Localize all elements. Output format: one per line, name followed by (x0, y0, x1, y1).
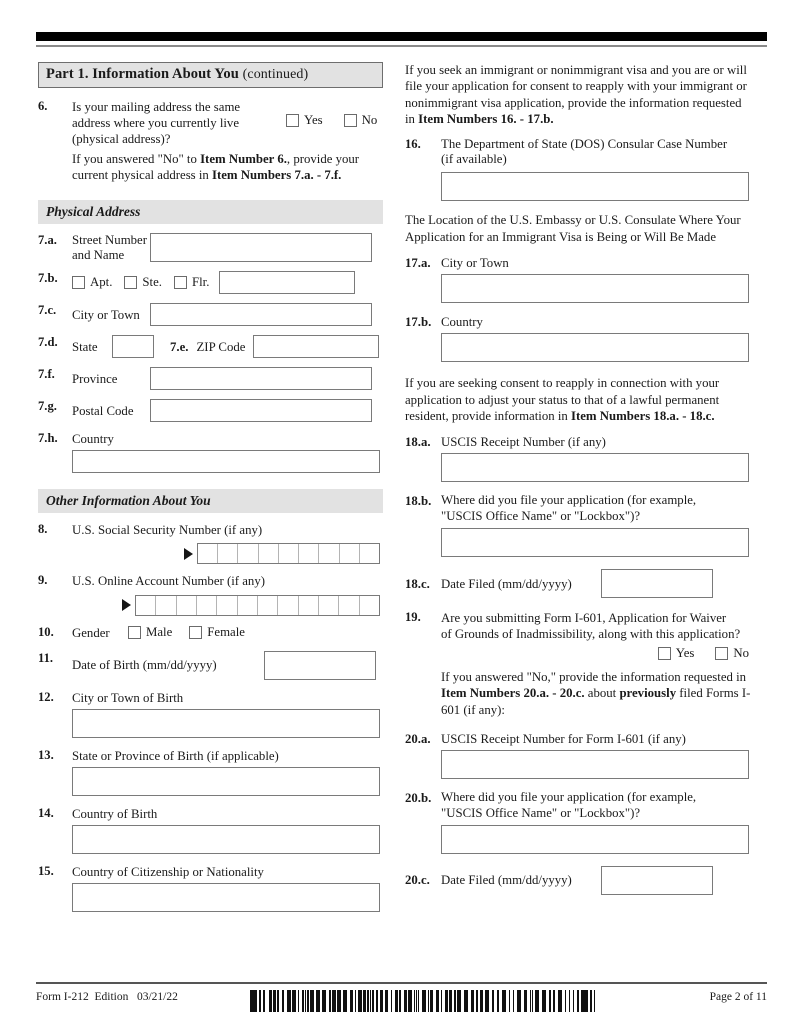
item-7a-label-line2: and Name (72, 247, 125, 262)
item-7d-state-input[interactable] (112, 335, 154, 358)
item-17a (405, 255, 753, 303)
item-18a-receipt-number-input[interactable] (441, 453, 749, 482)
part-1-header (38, 62, 383, 88)
aos-intro-paragraph (405, 375, 753, 424)
item-18c-number: 18.c. (405, 576, 430, 591)
item-10-female-checkbox[interactable] (189, 626, 202, 639)
item-18b (405, 493, 753, 557)
item-7b-apt-option[interactable] (72, 275, 112, 290)
item-6 (38, 99, 383, 147)
item-7d-label: State (72, 339, 98, 354)
item-15-number: 15. (38, 864, 54, 878)
item-11-dob-input[interactable] (264, 651, 376, 680)
item-7f-number: 7.f. (38, 367, 55, 382)
item-19-no-label: No (733, 646, 749, 661)
item-18b-filing-location-input[interactable] (441, 528, 749, 557)
item-6-instruction-prefix: If you answered "No" to (72, 152, 201, 167)
item-7g (38, 399, 383, 422)
item-6-question: Is your mailing address the same address where you currently live (physical address)? (72, 100, 241, 147)
item-7a-street-input[interactable] (150, 233, 372, 262)
footer-edition-label: Edition (94, 991, 129, 1003)
item-10-female-option[interactable] (189, 625, 245, 640)
embassy-location-heading: The Location of the U.S. Embassy or U.S. Consulate Where Your Application for an Immigrant Visa is Being or Will Be Made (405, 213, 741, 244)
item-16 (405, 137, 753, 202)
item-10-female-label: Female (207, 625, 245, 640)
item-18c-date-filed-input[interactable] (601, 569, 713, 598)
item-8-label: U.S. Social Security Number (if any) (72, 523, 263, 538)
item-7h (38, 431, 383, 473)
footer-rule (36, 982, 767, 984)
item-9-label: U.S. Online Account Number (if any) (72, 574, 265, 589)
item-12-label: City or Town of Birth (72, 690, 184, 705)
top-black-rule (36, 32, 767, 41)
item-19-no-checkbox[interactable] (715, 647, 728, 660)
item-11-label: Date of Birth (mm/dd/yyyy) (72, 658, 217, 673)
item-7c (38, 303, 383, 326)
item-7b-ste-option[interactable] (124, 275, 162, 290)
item-14-label: Country of Birth (72, 806, 158, 821)
item-7e-label: ZIP Code (196, 339, 246, 354)
item-9-arrow-icon (122, 599, 131, 611)
barcode (250, 990, 595, 1012)
item-6-instruction (38, 151, 383, 183)
item-14-number: 14. (38, 805, 54, 820)
item-12-city-of-birth-input[interactable] (72, 709, 380, 738)
item-17a-number: 17.a. (405, 255, 431, 270)
item-19-instruction-ref-2: previously (619, 686, 677, 701)
item-16-label-line2: (if available) (441, 152, 507, 167)
item-12 (38, 690, 383, 738)
item-7b-number: 7.b. (38, 271, 58, 286)
item-19-instruction-prefix: If you answered "No," provide the information requested in (441, 670, 747, 685)
visa-intro-text: If you seek an immigrant or nonimmigrant visa and you are or will file your application for consent to reapply with your immigrant or nonimmigrant visa application, provide the information requested in (405, 63, 747, 127)
item-19-no-option[interactable] (715, 646, 749, 661)
item-11 (38, 651, 383, 680)
item-19-instruction-ref-1: Item Numbers 20.a. - 20.c. (441, 686, 585, 701)
item-6-yes-label: Yes (304, 113, 323, 127)
item-13-state-of-birth-input[interactable] (72, 767, 380, 796)
item-19-number: 19. (405, 610, 421, 625)
visa-intro-ref: Item Numbers 16. - 17.b. (418, 112, 554, 127)
item-10-male-option[interactable] (128, 625, 172, 640)
item-19-instruction (405, 669, 753, 717)
item-14 (38, 806, 383, 854)
item-16-label-line1: The Department of State (DOS) Consular Case Number (441, 136, 728, 151)
part-1-continued: (continued) (242, 67, 309, 82)
visa-intro-paragraph (405, 62, 753, 128)
item-10 (38, 625, 383, 641)
item-12-number: 12. (38, 689, 54, 704)
item-15-label: Country of Citizenship or Nationality (72, 865, 264, 879)
item-17b-country-input[interactable] (441, 333, 749, 362)
item-7b-flr-checkbox[interactable] (174, 276, 187, 289)
item-20a-number: 20.a. (405, 731, 431, 746)
item-18c (405, 569, 753, 598)
item-7f (38, 367, 383, 390)
item-18b-number: 18.b. (405, 494, 432, 509)
item-9-number: 9. (38, 573, 48, 588)
item-20b-label-line1: Where did you file your application (for example, (441, 789, 697, 804)
item-7b-ste-label: Ste. (142, 275, 162, 290)
item-20b (405, 790, 753, 854)
item-7f-province-input[interactable] (150, 367, 372, 390)
item-20a-receipt-number-input[interactable] (441, 750, 749, 779)
item-9-account-input[interactable] (135, 595, 380, 616)
footer-form-number: Form I-212 (36, 991, 89, 1003)
item-20b-filing-location-input[interactable] (441, 825, 749, 854)
item-17b (405, 314, 753, 362)
item-7e-number: 7.e. (170, 339, 189, 354)
other-information-section-header: Other Information About You (38, 489, 383, 513)
item-20c (405, 866, 753, 895)
item-6-instruction-ref-1: Item Number 6. (200, 152, 287, 167)
item-7h-number: 7.h. (38, 431, 58, 446)
item-6-no-label: No (361, 113, 378, 127)
item-14-country-of-birth-input[interactable] (72, 825, 380, 854)
item-18a-label: USCIS Receipt Number (if any) (441, 435, 606, 450)
item-6-no-option[interactable] (344, 113, 378, 128)
item-7d-7e (38, 335, 383, 358)
item-7g-number: 7.g. (38, 399, 57, 414)
item-6-no-checkbox[interactable] (344, 114, 357, 127)
item-17b-label: Country (441, 315, 483, 330)
item-20a-label: USCIS Receipt Number for Form I-601 (if any) (441, 731, 686, 746)
item-7f-label: Province (72, 371, 118, 386)
item-7d-number: 7.d. (38, 335, 58, 350)
item-6-number: 6. (38, 99, 48, 113)
item-20b-number: 20.b. (405, 790, 432, 805)
item-20c-date-filed-input[interactable] (601, 866, 713, 895)
item-10-number: 10. (38, 624, 54, 639)
item-17a-label: City or Town (441, 255, 509, 270)
footer-edition-date: 03/21/22 (136, 991, 178, 1003)
item-19-instruction-mid: about (584, 686, 620, 701)
item-7a (38, 233, 383, 264)
item-17b-number: 17.b. (405, 315, 432, 330)
item-20b-label-line2: "USCIS Office Name" or "Lockbox")? (441, 805, 641, 820)
item-10-label: Gender (72, 625, 110, 640)
item-16-dos-case-number-input[interactable] (441, 172, 749, 201)
item-20a (405, 731, 753, 779)
part-1-title: Part 1. Information About You (46, 66, 239, 82)
item-7b-apt-checkbox[interactable] (72, 276, 85, 289)
item-13-label: State or Province of Birth (if applicable) (72, 748, 279, 763)
item-6-instruction-mid: , provide your current physical address in (72, 152, 360, 183)
item-7a-number: 7.a. (38, 232, 57, 247)
item-7c-number: 7.c. (38, 303, 57, 318)
item-18b-label-line2: "USCIS Office Name" or "Lockbox")? (441, 509, 641, 524)
item-6-yes-option[interactable] (286, 113, 323, 128)
item-6-yes-checkbox[interactable] (286, 114, 299, 127)
item-18c-label: Date Filed (mm/dd/yyyy) (441, 576, 572, 591)
right-column (405, 62, 753, 895)
item-9 (38, 573, 383, 615)
item-8 (38, 522, 383, 564)
item-8-number: 8. (38, 522, 48, 537)
item-7h-label: Country (72, 432, 114, 447)
item-7a-label-line1: Street Number (72, 232, 147, 247)
item-19-yes-option[interactable] (658, 646, 695, 661)
aos-intro-text: If you are seeking consent to reapply in connection with your application to adjust your status to that of a lawful permanent resident, provide information in (405, 376, 720, 423)
item-7g-label: Postal Code (72, 403, 134, 418)
item-7b-apt-label: Apt. (90, 275, 113, 290)
item-19-instruction-suffix: filed Forms I-601 (if any): (441, 686, 751, 717)
item-7e-zip-input[interactable] (253, 335, 379, 358)
item-8-arrow-icon (184, 548, 193, 560)
item-19 (405, 610, 753, 665)
item-7h-country-input[interactable] (72, 450, 380, 473)
item-7b-ste-checkbox[interactable] (124, 276, 137, 289)
item-19-question-line2: of Grounds of Inadmissibility, along with this application? (441, 627, 741, 642)
item-7g-postal-input[interactable] (150, 399, 372, 422)
item-19-question-line1: Are you submitting Form I-601, Application for Waiver (441, 611, 727, 626)
aos-intro-ref: Item Numbers 18.a. - 18.c. (570, 408, 715, 423)
item-8-ssn-input[interactable] (197, 543, 380, 564)
item-20c-number: 20.c. (405, 872, 430, 887)
item-7c-city-input[interactable] (150, 303, 372, 326)
item-19-yes-checkbox[interactable] (658, 647, 671, 660)
item-13-number: 13. (38, 747, 54, 762)
item-18a (405, 434, 753, 482)
item-7c-label: City or Town (72, 307, 140, 322)
item-15 (38, 864, 383, 912)
left-column (38, 62, 383, 912)
item-11-number: 11. (38, 650, 54, 665)
item-10-male-checkbox[interactable] (128, 626, 141, 639)
item-6-instruction-ref-2: Item Numbers 7.a. - 7.f. (212, 168, 342, 183)
footer-form-info (36, 991, 178, 1003)
item-7b (38, 271, 383, 294)
item-13 (38, 748, 383, 796)
item-10-male-label: Male (146, 625, 173, 640)
physical-address-section-header: Physical Address (38, 200, 383, 224)
item-19-yes-label: Yes (675, 646, 695, 661)
footer-page-number: Page 2 of 11 (709, 991, 767, 1003)
item-16-number: 16. (405, 136, 421, 151)
top-gray-rule (36, 45, 767, 47)
item-15-citizenship-input[interactable] (72, 883, 380, 912)
item-18b-label-line1: Where did you file your application (for example, (441, 493, 697, 508)
item-20c-label: Date Filed (mm/dd/yyyy) (441, 872, 572, 887)
item-7b-flr-label: Flr. (191, 275, 210, 290)
item-18a-number: 18.a. (405, 435, 431, 450)
item-7b-flr-option[interactable] (174, 275, 209, 290)
item-7b-unit-input[interactable] (219, 271, 355, 294)
item-17a-city-input[interactable] (441, 274, 749, 303)
